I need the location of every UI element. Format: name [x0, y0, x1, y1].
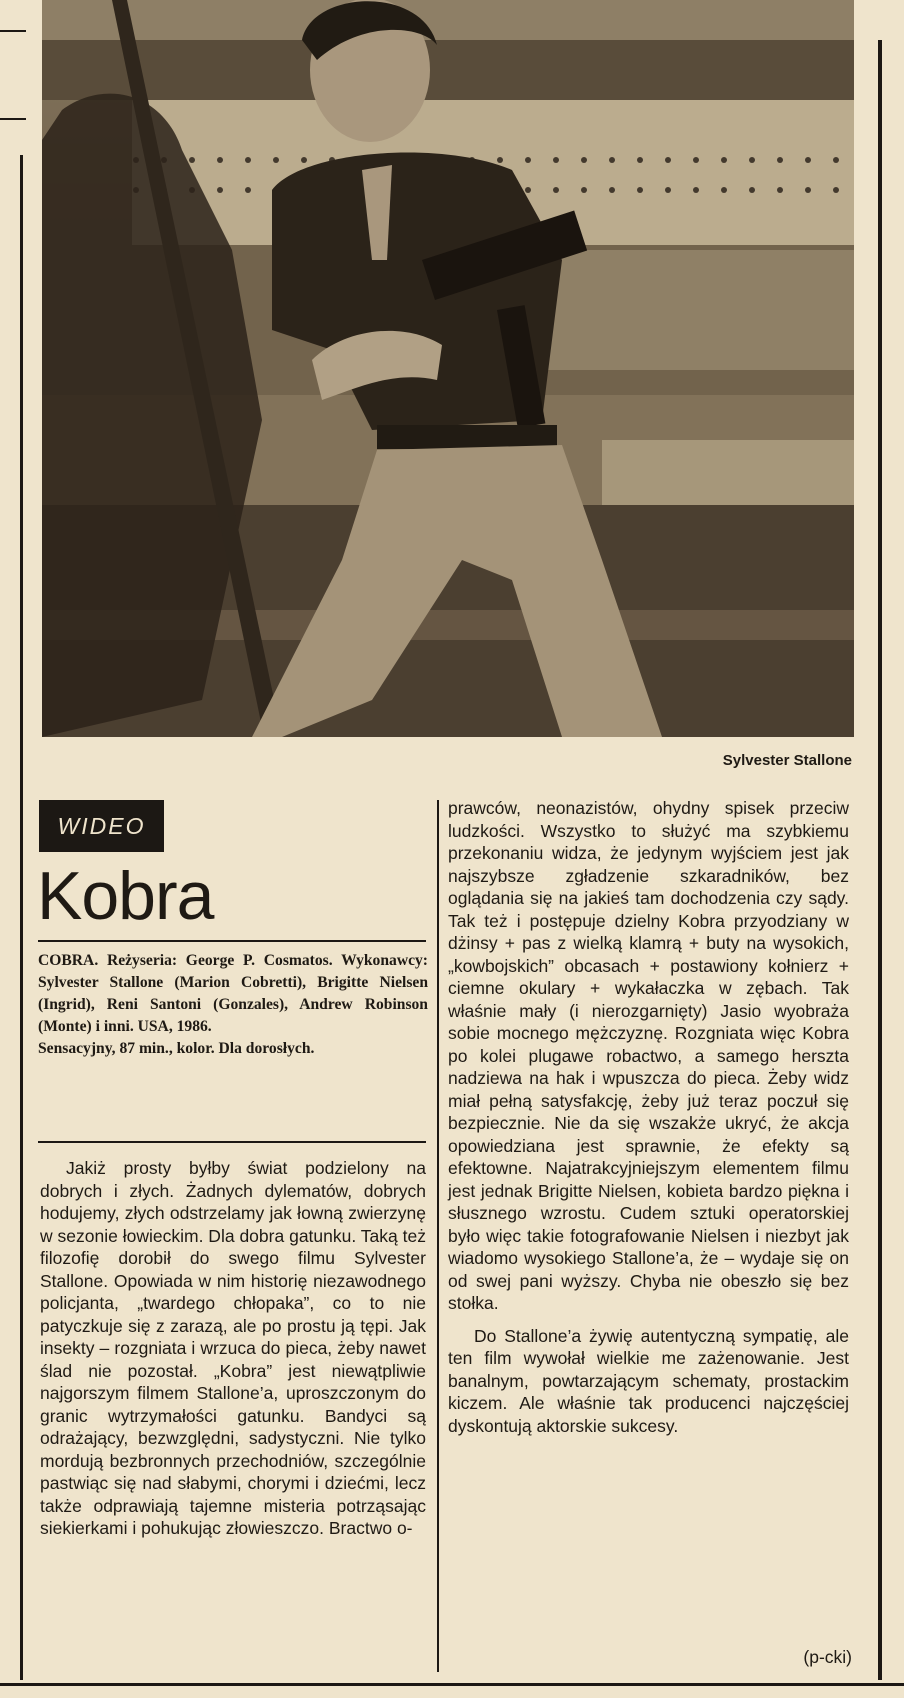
article-column-right: [448, 797, 849, 1437]
author-signature: (p-cki): [803, 1647, 852, 1667]
column-divider: [437, 800, 439, 1672]
article-photo: [42, 0, 854, 737]
article-paragraph-1-continued: prawców, neonazistów, ohydny spisek przeciw ludzkości. Wszystko to służyć ma szybkiemu przekonaniu widza, że jedynym wyjściem jest jak najszybsze zgładzenie szkaradników, bez oglądania się na jakieś tam dochodzenia czy sądy. Tak też i postępuje dzielny Kobra przyodziany w dżinsy + pas z wielką klamrą + buty na wysokich, „kowbojskich” obcasach + postawiony kołnierz + ciemne okulary + wykałaczka w zębach. Tak właśnie mały (i nierozgarnięty) Jasio wyobraża sobie mocnego mężczyznę. Rozgniata więc Kobra po kolei plugawe robactwo, a samego herszta nadziewa na hak i wpuszcza do pieca. Żeby widz miał pełną satysfakcję, żeby już teraz poczuł się bezpiecznie. Nie da się wszakże ukryć, że akcja opowiedziana jest sprawnie, że efekty są efektowne. Najatrakcyjniejszym elementem filmu jest jednak Brigitte Nielsen, kobieta bardzo piękna i słusznego wzrostu. Cudem sztuki operatorskiej było więc takie fotografowanie Nielsen i niezbyt jak wiadomo wysokiego Stallone’a, że – wydaje się on od swej pani wyższy. Chyba nie obeszło się bez stołka.: [448, 798, 849, 1313]
credits-rule: [38, 1141, 426, 1143]
article-paragraph-1: Jakiż prosty byłby świat podzielony na dobrych i złych. Żadnych dylematów, dobrych hodujemy, złych odstrzelamy jak łowną zwierzynę w sezonie łowieckim. Dla dobra gatunku. Taką też filozofię dorobił do swego filmu Sylvester Stallone. Opowiada w nim historię niezawodnego policjanta, „twardego chłopaka”, co to nie patyczkuje się z zarazą, ale po prostu ją tępi. Jak insekty – rozgniata i wrzuca do pieca, żeby nawet ślad nie pozostał. „Kobra” jest niewątpliwie najgorszym filmem Stallone’a, uproszczonym do granic wytrzymałości gatunku. Bandyci są odrażający, bezwzględni, sadystyczni. Nie tylko mordują bezbronnych przechodniów, szczególnie pastwiąc się nad słabymi, chorymi i dziećmi, lecz także odprawiają tajemne misteria potrząsając siekierkami i pohukując złowieszczo. Bractwo o-: [40, 1158, 426, 1538]
bottom-rule: [0, 1683, 904, 1686]
article-paragraph-2: Do Stallone’a żywię autentyczną sympatię, ale ten film wywołał wielkie me zażenowanie. Jest banalnym, powtarzającym schematy, prostackim kiczem. Ale właśnie tak producenci najczęściej dyskontują aktorskie sukcesy.: [448, 1325, 849, 1436]
section-label: WIDEO: [39, 800, 164, 852]
mid-left-tick: [0, 118, 26, 120]
photo-caption: Sylvester Stallone: [722, 752, 852, 769]
right-margin-line: [878, 40, 882, 1680]
headline-rule: [38, 940, 426, 942]
top-left-tick: [0, 30, 26, 32]
article-column-left: [40, 1157, 426, 1540]
photo-illustration: [42, 0, 854, 737]
left-margin-line: [20, 155, 23, 1680]
article-headline: Kobra: [37, 858, 214, 934]
film-credits: COBRA. Reżyseria: George P. Cosmatos. Wykonawcy: Sylvester Stallone (Marion Cobretti), Brigitte Nielsen (Ingrid), Reni Santoni (Gonzales), Andrew Robinson (Monte) i inni. USA, 1986. Sensacyjny, 87 min., kolor. Dla dorosłych.: [38, 952, 428, 1057]
